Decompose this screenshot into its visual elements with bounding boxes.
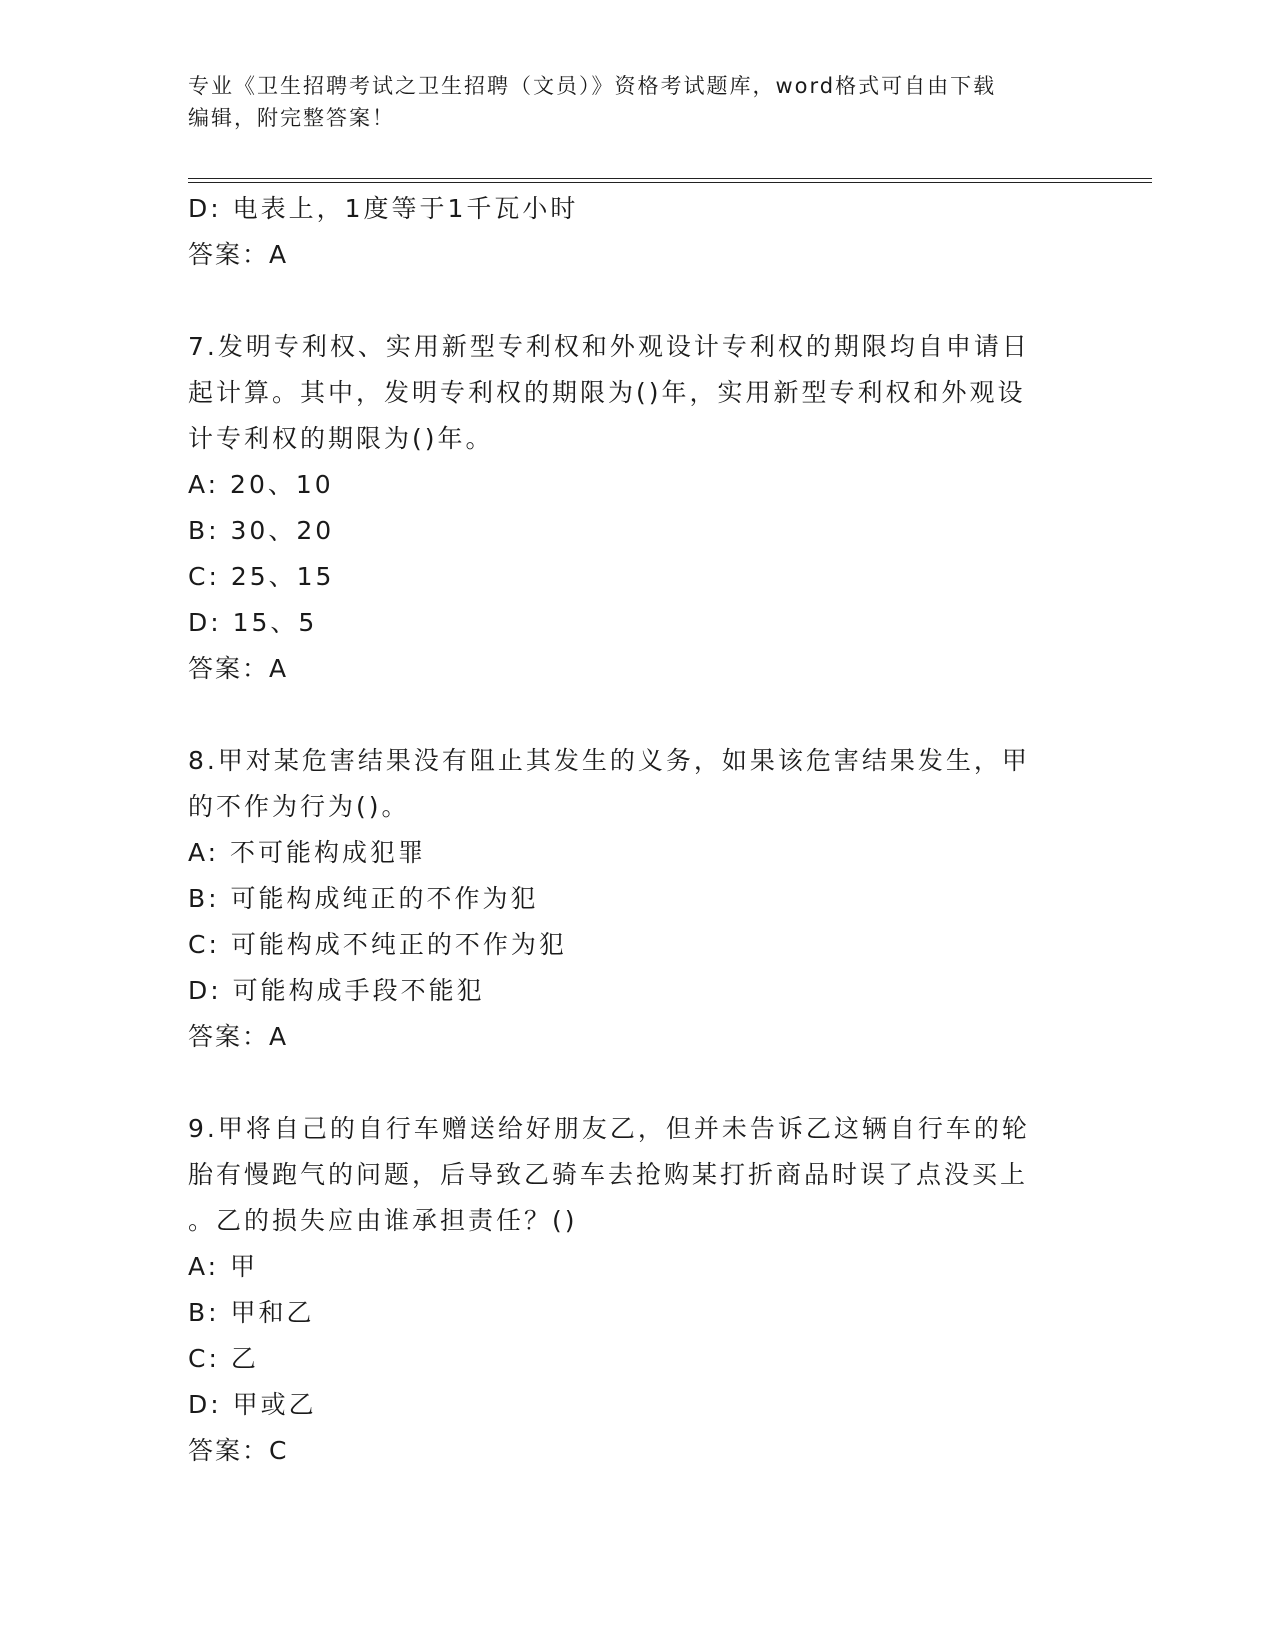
spacer [188, 1060, 1068, 1106]
question-9-answer: 答案：C [188, 1436, 289, 1465]
prev-option-d: D: 电表上，1度等于1千瓦小时 [188, 194, 579, 223]
question-8-option-c: C: 可能构成不纯正的不作为犯 [188, 930, 567, 959]
question-8-line-2: 的不作为行为()。 [188, 792, 410, 821]
question-9-line-2: 胎有慢跑气的问题，后导致乙骑车去抢购某打折商品时误了点没买上 [188, 1160, 1029, 1189]
question-7-line-2: 起计算。其中，发明专利权的期限为()年，实用新型专利权和外观设 [188, 378, 1026, 407]
question-8-line-1: 8.甲对某危害结果没有阻止其发生的义务，如果该危害结果发生，甲 [188, 746, 1030, 775]
prev-answer: 答案：A [188, 240, 289, 269]
document-header [188, 70, 1068, 134]
header-line-2: 编辑，附完整答案！ [188, 106, 395, 130]
header-divider-top [188, 178, 1152, 179]
question-8-option-d: D: 可能构成手段不能犯 [188, 976, 485, 1005]
header-divider-bottom [188, 182, 1152, 183]
question-7 [188, 324, 1068, 692]
question-7-option-b: B: 30、20 [188, 516, 335, 545]
question-8-answer: 答案：A [188, 1022, 289, 1051]
question-7-option-c: C: 25、15 [188, 562, 335, 591]
question-7-line-3: 计专利权的期限为()年。 [188, 424, 494, 453]
question-7-option-d: D: 15、5 [188, 608, 318, 637]
question-9-line-3: 。乙的损失应由谁承担责任？() [188, 1206, 578, 1235]
question-9-option-a: A: 甲 [188, 1252, 259, 1281]
question-7-answer: 答案：A [188, 654, 289, 683]
spacer [188, 278, 1068, 324]
question-9-option-d: D: 甲或乙 [188, 1390, 317, 1419]
spacer [188, 692, 1068, 738]
question-8 [188, 738, 1068, 1060]
question-7-option-a: A: 20、10 [188, 470, 334, 499]
question-9-line-1: 9.甲将自己的自行车赠送给好朋友乙，但并未告诉乙这辆自行车的轮 [188, 1114, 1030, 1143]
header-line-1: 专业《卫生招聘考试之卫生招聘（文员）》资格考试题库，word格式可自由下载 [188, 74, 997, 98]
question-list [188, 186, 1068, 1474]
question-8-option-b: B: 可能构成纯正的不作为犯 [188, 884, 539, 913]
question-9 [188, 1106, 1068, 1474]
question-9-option-b: B: 甲和乙 [188, 1298, 315, 1327]
question-7-line-1: 7.发明专利权、实用新型专利权和外观设计专利权的期限均自申请日 [188, 332, 1030, 361]
question-9-option-c: C: 乙 [188, 1344, 259, 1373]
question-8-option-a: A: 不可能构成犯罪 [188, 838, 427, 867]
